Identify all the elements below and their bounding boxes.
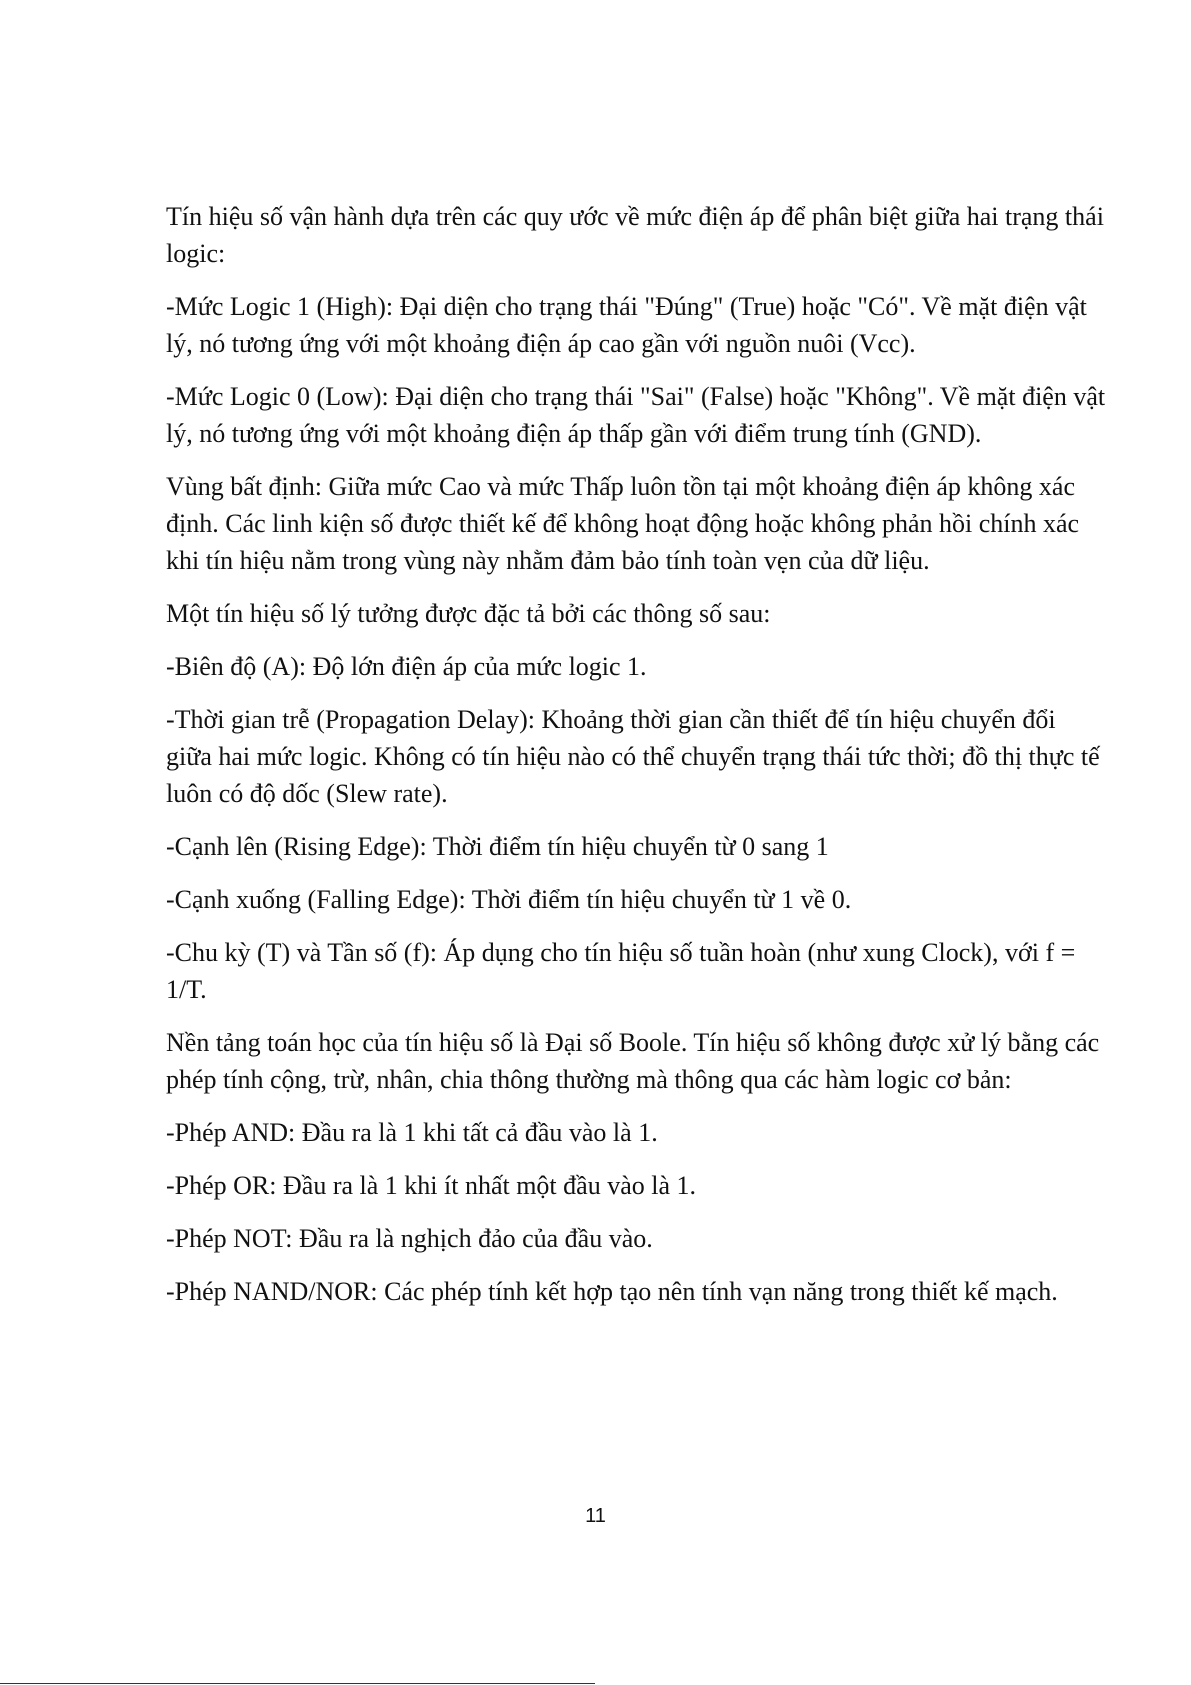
paragraph-falling-edge: -Cạnh xuống (Falling Edge): Thời điểm tín hiệu chuyển từ 1 về 0. bbox=[166, 885, 852, 914]
paragraph-intro: Tín hiệu số vận hành dựa trên các quy ước về mức điện áp để phân biệt giữa hai trạng thái logic: bbox=[166, 202, 1104, 268]
paragraph-nand-nor: -Phép NAND/NOR: Các phép tính kết hợp tạo nên tính vạn năng trong thiết kế mạch. bbox=[166, 1277, 1058, 1306]
paragraph-rising-edge: -Cạnh lên (Rising Edge): Thời điểm tín hiệu chuyển từ 0 sang 1 bbox=[166, 832, 829, 861]
paragraph-logic-0: -Mức Logic 0 (Low): Đại diện cho trạng thái "Sai" (False) hoặc "Không". Về mặt điện vật lý, nó tương ứng với một khoảng điện áp thấp gần với điểm trung tính (GND). bbox=[166, 382, 1106, 448]
page-number: 11 bbox=[585, 1505, 606, 1527]
bottom-divider bbox=[0, 1683, 595, 1684]
page-body bbox=[166, 198, 1106, 1326]
paragraph-period-frequency: -Chu kỳ (T) và Tần số (f): Áp dụng cho tín hiệu số tuần hoàn (như xung Clock), với f = 1/T. bbox=[166, 938, 1076, 1004]
paragraph-not: -Phép NOT: Đầu ra là nghịch đảo của đầu vào. bbox=[166, 1224, 653, 1253]
paragraph-propagation-delay: -Thời gian trễ (Propagation Delay): Khoảng thời gian cần thiết để tín hiệu chuyển đổi giữa hai mức logic. Không có tín hiệu nào có thể chuyển trạng thái tức thời; đồ thị thực tế luôn có độ dốc (Slew rate). bbox=[166, 705, 1100, 808]
paragraph-logic-1: -Mức Logic 1 (High): Đại diện cho trạng thái "Đúng" (True) hoặc "Có". Về mặt điện vật lý, nó tương ứng với một khoảng điện áp cao gần với nguồn nuôi (Vcc). bbox=[166, 292, 1087, 358]
paragraph-and: -Phép AND: Đầu ra là 1 khi tất cả đầu vào là 1. bbox=[166, 1118, 658, 1147]
paragraph-boolean-algebra: Nền tảng toán học của tín hiệu số là Đại số Boole. Tín hiệu số không được xử lý bằng các phép tính cộng, trừ, nhân, chia thông thường mà thông qua các hàm logic cơ bản: bbox=[166, 1028, 1100, 1094]
paragraph-ideal-signal: Một tín hiệu số lý tưởng được đặc tả bởi các thông số sau: bbox=[166, 599, 771, 628]
paragraph-or: -Phép OR: Đầu ra là 1 khi ít nhất một đầu vào là 1. bbox=[166, 1171, 697, 1200]
paragraph-undefined-region: Vùng bất định: Giữa mức Cao và mức Thấp luôn tồn tại một khoảng điện áp không xác định. Các linh kiện số được thiết kế để không hoạt động hoặc không phản hồi chính xác khi tín hiệu nằm trong vùng này nhằm đảm bảo tính toàn vẹn của dữ liệu. bbox=[166, 472, 1080, 575]
paragraph-amplitude: -Biên độ (A): Độ lớn điện áp của mức logic 1. bbox=[166, 652, 647, 681]
